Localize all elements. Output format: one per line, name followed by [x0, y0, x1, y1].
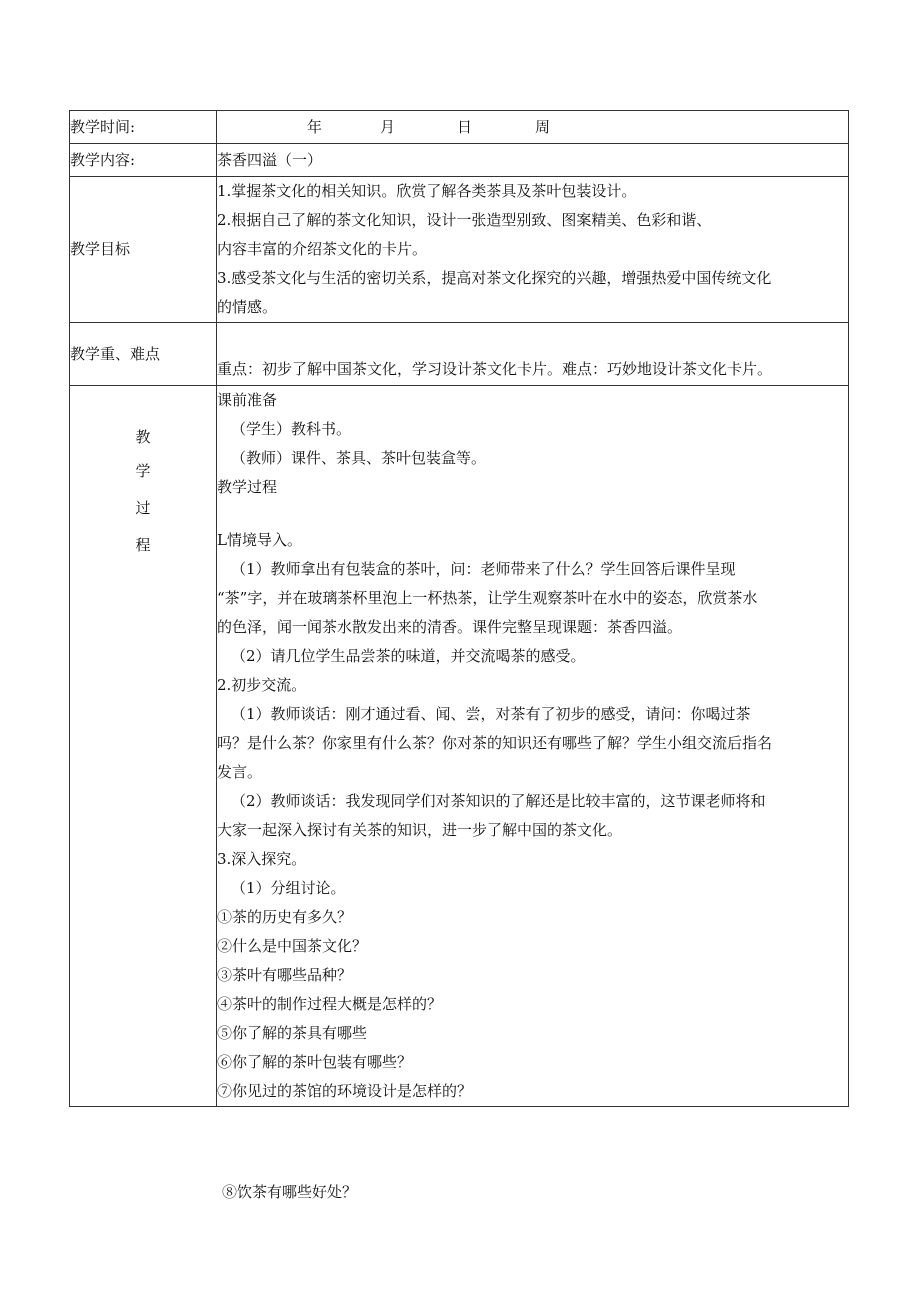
date-fields: [217, 111, 848, 143]
question-item: ②什么是中国茶文化？: [217, 937, 368, 955]
key-points-text: 重点：初步了解中国茶文化，学习设计茶文化卡片。难点：巧妙地设计茶文化卡片。: [217, 360, 773, 378]
teaching-time-row: [70, 111, 849, 144]
process-label-char: 程: [135, 536, 151, 554]
question-item: ①茶的历史有多久？: [217, 908, 353, 926]
objectives-value-cell: [217, 177, 849, 323]
day-label: 日: [457, 118, 473, 136]
question-item: ⑥你了解的茶叶包装有哪些？: [217, 1053, 413, 1071]
key-points-label: 教学重、难点: [70, 345, 161, 363]
objective-line: 3.感受茶文化与生活的密切关系，提高对茶文化探究的兴趣，增强热爱中国传统文化: [217, 269, 772, 287]
step2-title: 2.初步交流。: [217, 676, 307, 694]
process-label: [70, 386, 216, 562]
spacer: [217, 502, 848, 526]
step2-para2-line: 大家一起深入探讨有关茶的知识，进一步了解中国的茶文化。: [217, 821, 623, 839]
step2-para-line: （1）教师谈话：刚才通过看、闻、尝，对茶有了初步的感受，请问：你喝过茶: [231, 705, 751, 723]
teaching-content-label-cell: [70, 144, 217, 177]
process-label-char: 过: [135, 499, 151, 517]
process-label-cell: [70, 386, 217, 1107]
year-label: 年: [307, 118, 323, 136]
objectives-label-cell: [70, 177, 217, 323]
process-value-cell: [217, 386, 849, 1107]
process-title: 教学过程: [217, 478, 278, 496]
teaching-time-value-cell: [217, 111, 849, 144]
step1-para-line: （1）教师拿出有包装盒的茶叶，问：老师带来了什么？学生回答后课件呈现: [231, 560, 736, 578]
prep-title: 课前准备: [217, 391, 278, 409]
step1-para2: （2）请几位学生品尝茶的味道，并交流喝茶的感受。: [231, 647, 586, 665]
key-points-value-cell: [217, 323, 849, 386]
objective-line: 1.掌握茶文化的相关知识。欣赏了解各类茶具及茶叶包装设计。: [217, 182, 637, 200]
prep-student: （学生）教科书。: [231, 420, 352, 438]
question-item-after-table: ⑧饮茶有哪些好处？: [222, 1183, 358, 1201]
process-label-char: 教: [135, 428, 151, 446]
objective-line: 内容丰富的介绍茶文化的卡片。: [217, 240, 428, 258]
objective-line: 的情感。: [217, 298, 278, 316]
objectives-row: [70, 177, 849, 323]
teaching-content-value: 茶香四溢（一）: [217, 151, 323, 169]
step3-title: 3.深入探究。: [217, 850, 307, 868]
step1-para-line: 的色泽，闻一闻茶水散发出来的清香。课件完整呈现课题：茶香四溢。: [217, 618, 683, 636]
step2-para2-line: （2）教师谈话：我发现同学们对茶知识的了解还是比较丰富的，这节课老师将和: [231, 792, 766, 810]
prep-teacher: （教师）课件、茶具、茶叶包装盒等。: [231, 449, 487, 467]
lesson-plan-table: [69, 110, 849, 1107]
question-item: ④茶叶的制作过程大概是怎样的？: [217, 995, 443, 1013]
key-points-row: [70, 323, 849, 386]
objectives-label: 教学目标: [70, 240, 131, 258]
question-item: ⑤你了解的茶具有哪些: [217, 1024, 368, 1042]
teaching-content-row: [70, 144, 849, 177]
teaching-content-label: 教学内容:: [70, 151, 136, 169]
step2-para-line: 吗？是什么茶？你家里有什么茶？你对茶的知识还有哪些了解？学生小组交流后指名: [217, 734, 773, 752]
teaching-time-label-cell: [70, 111, 217, 144]
teaching-time-label: 教学时间:: [70, 118, 136, 136]
month-label: 月: [380, 118, 396, 136]
teaching-content-value-cell: [217, 144, 849, 177]
objective-line: 2.根据自己了解的茶文化知识，设计一张造型别致、图案精美、色彩和谐、: [217, 211, 712, 229]
step1-para-line: “茶”字，并在玻璃茶杯里泡上一杯热茶，让学生观察茶叶在水中的姿态，欣赏茶水: [217, 589, 758, 607]
question-item: ⑦你见过的茶馆的环境设计是怎样的？: [217, 1082, 473, 1100]
lesson-plan-sheet: [69, 110, 849, 1107]
week-label: 周: [535, 118, 551, 136]
process-label-char: 学: [135, 462, 151, 480]
step3-para1: （1）分组讨论。: [231, 879, 346, 897]
step1-title: L情境导入。: [217, 531, 302, 549]
step2-para-line: 发言。: [217, 763, 263, 781]
process-row: [70, 386, 849, 1107]
question-item: ③茶叶有哪些品种？: [217, 966, 353, 984]
key-points-label-cell: [70, 323, 217, 386]
